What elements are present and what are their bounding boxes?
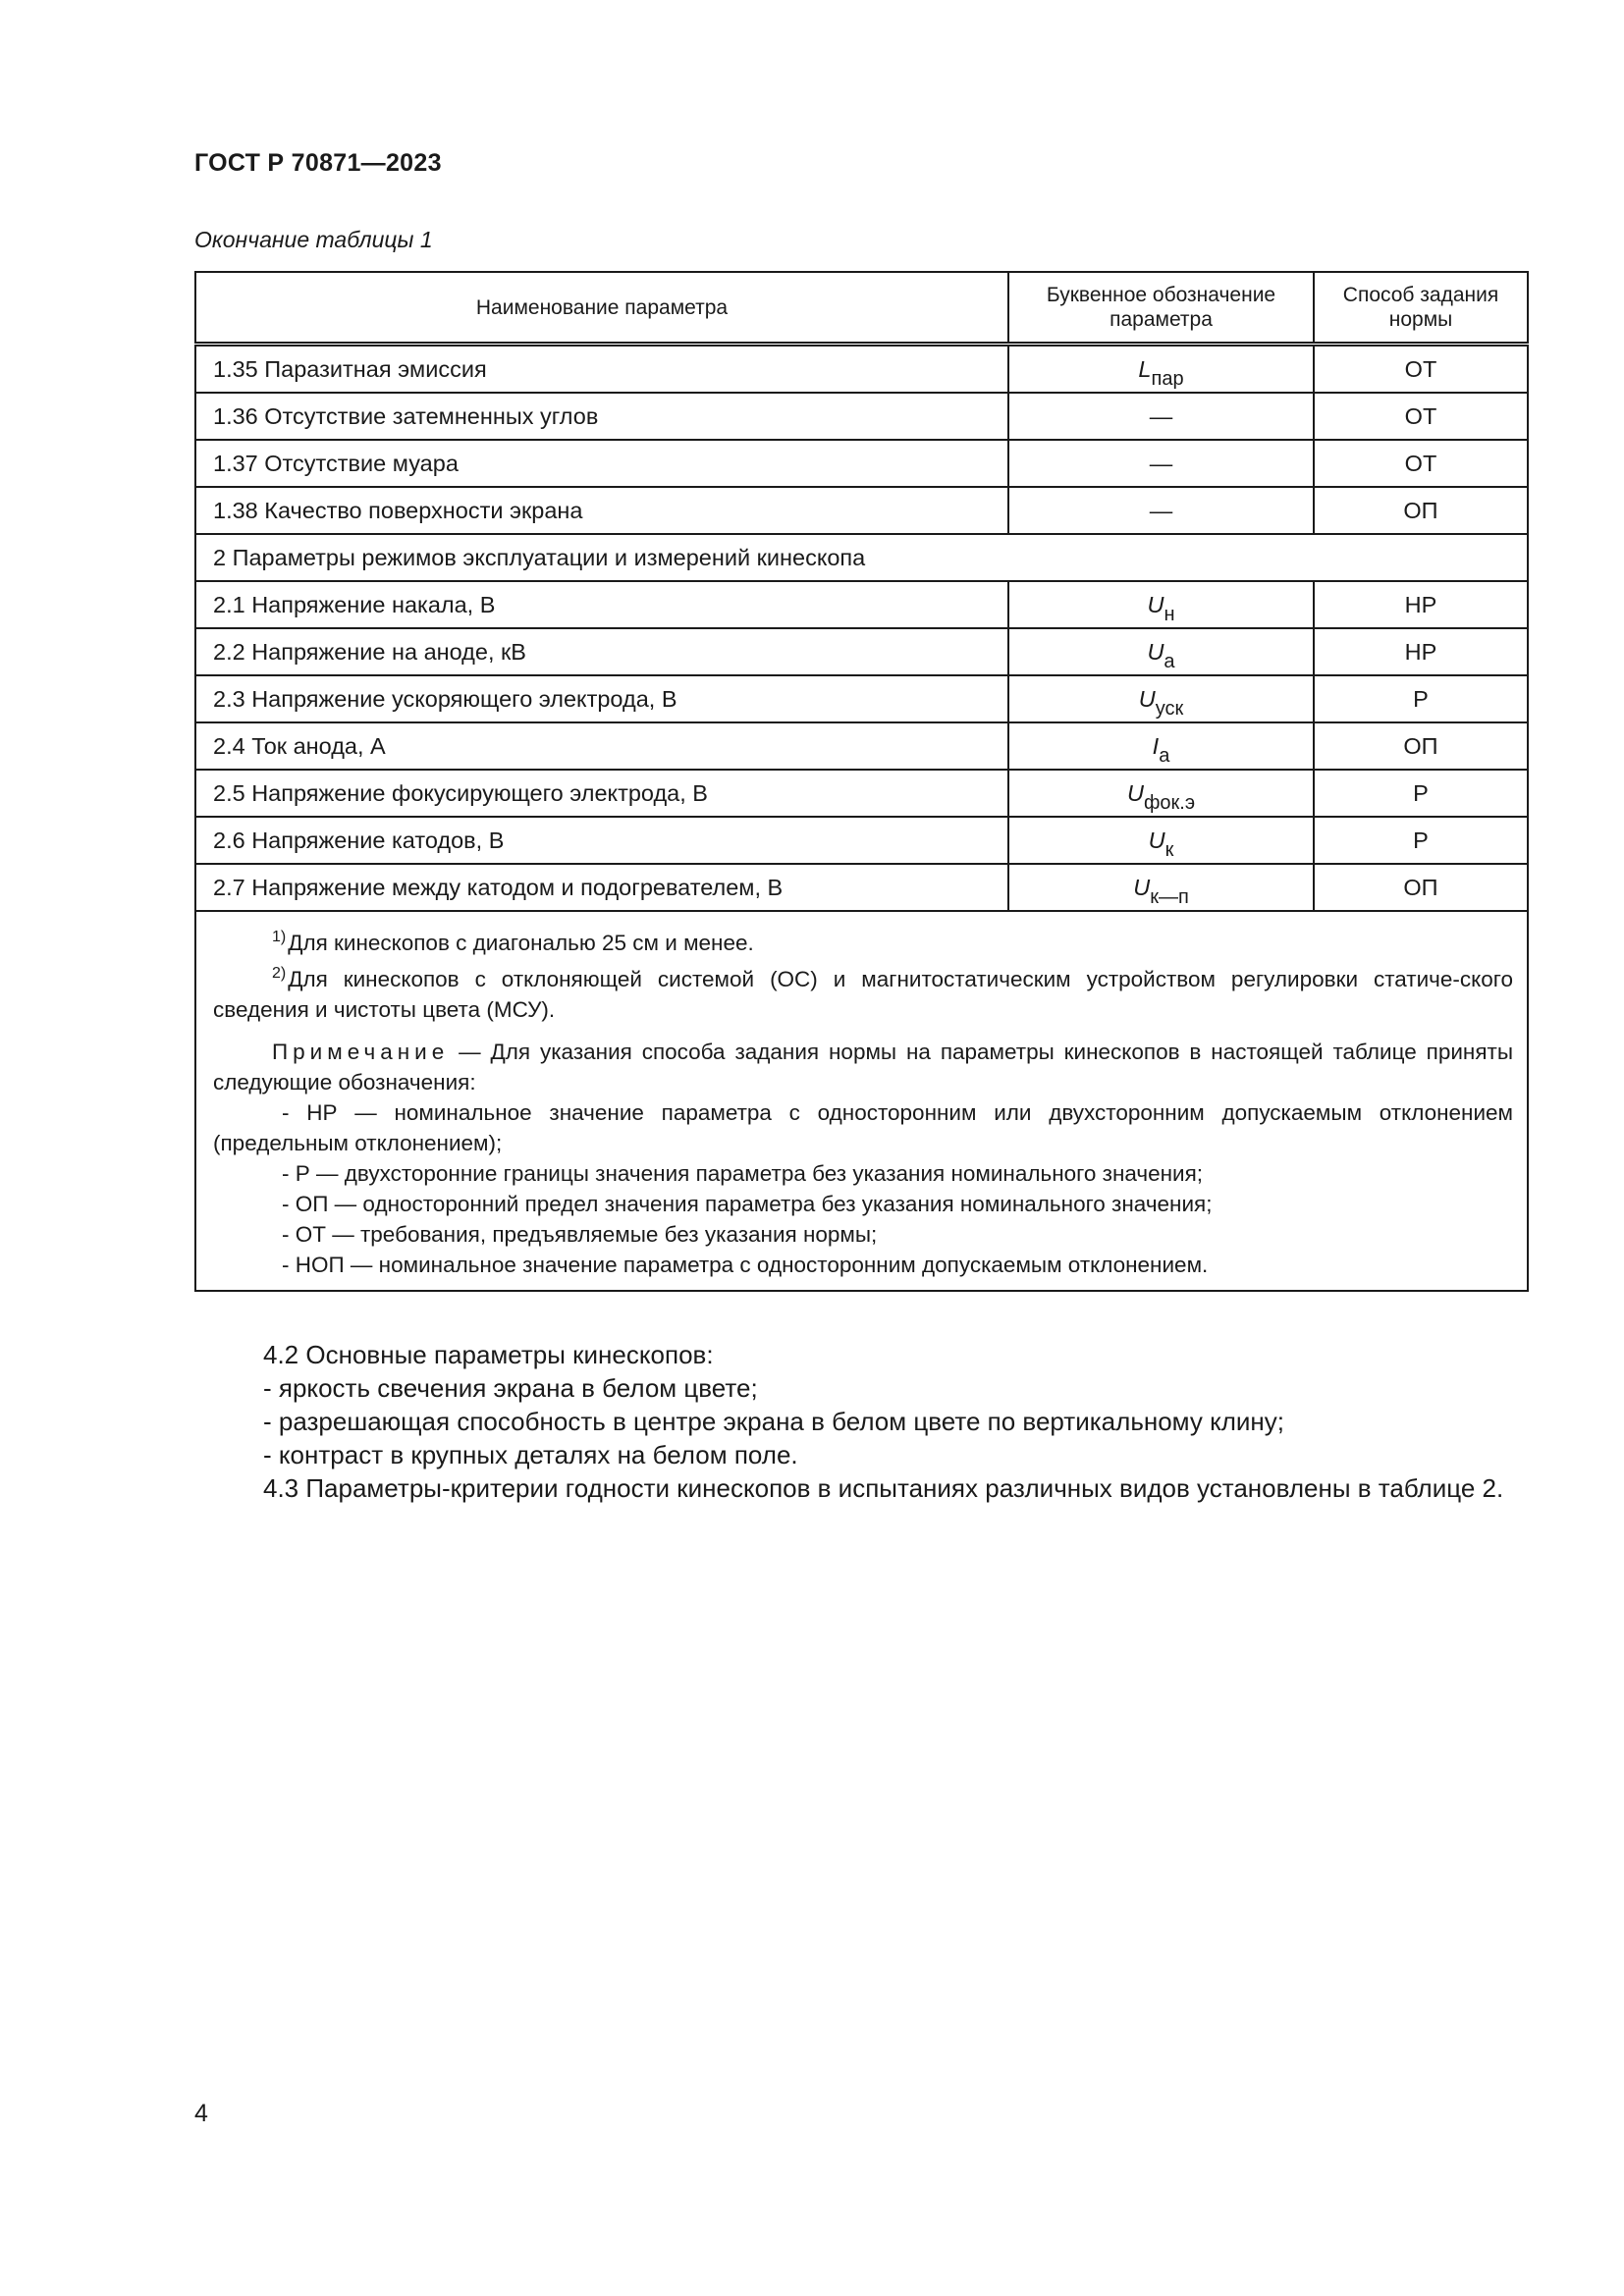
header-symbol-line1: Буквенное обозначение bbox=[1046, 284, 1276, 306]
notes-row bbox=[195, 911, 1528, 1291]
row-name: 2.5 Напряжение фокусирующего электрода, В bbox=[195, 770, 1008, 817]
row-name: 1.37 Отсутствие муара bbox=[195, 440, 1008, 487]
table-row bbox=[195, 487, 1528, 534]
header-parameter-name: Наименование параметра bbox=[195, 272, 1008, 345]
row-mode: НР bbox=[1314, 581, 1528, 628]
section-row bbox=[195, 534, 1528, 581]
row-symbol: Uфок.э bbox=[1008, 770, 1314, 817]
list-item: - разрешающая способность в центре экрана в белом цвете по вертикальному клину; bbox=[263, 1407, 1285, 1436]
table-notes bbox=[195, 911, 1528, 1291]
header-mode-line1: Способ задания bbox=[1342, 284, 1499, 306]
row-symbol: Uа bbox=[1008, 628, 1314, 675]
document-code: ГОСТ Р 70871—2023 bbox=[194, 149, 442, 177]
row-mode: Р bbox=[1314, 770, 1528, 817]
table-row bbox=[195, 722, 1528, 770]
row-symbol: — bbox=[1008, 440, 1314, 487]
row-mode: ОП bbox=[1314, 722, 1528, 770]
table-row bbox=[195, 675, 1528, 722]
note-item: - ОП — односторонний предел значения параметра без указания номинального значения; bbox=[282, 1192, 1213, 1216]
table-row bbox=[195, 345, 1528, 394]
table-header-row bbox=[195, 272, 1528, 345]
table-row bbox=[195, 581, 1528, 628]
row-name: 2.7 Напряжение между катодом и подогревателем, В bbox=[195, 864, 1008, 911]
table-row bbox=[195, 628, 1528, 675]
row-mode: ОП bbox=[1314, 864, 1528, 911]
table-row bbox=[195, 440, 1528, 487]
row-mode: ОТ bbox=[1314, 440, 1528, 487]
row-mode: Р bbox=[1314, 675, 1528, 722]
row-mode: ОП bbox=[1314, 487, 1528, 534]
footnote-mark: 2) bbox=[272, 965, 287, 982]
table-row bbox=[195, 817, 1528, 864]
note-label: Примечание bbox=[272, 1040, 450, 1064]
row-symbol: — bbox=[1008, 487, 1314, 534]
list-item: - яркость свечения экрана в белом цвете; bbox=[263, 1373, 758, 1403]
footnote-mark: 1) bbox=[272, 929, 287, 945]
row-symbol: Uк—п bbox=[1008, 864, 1314, 911]
row-symbol: — bbox=[1008, 393, 1314, 440]
row-name: 2.3 Напряжение ускоряющего электрода, В bbox=[195, 675, 1008, 722]
row-name: 1.35 Паразитная эмиссия bbox=[195, 345, 1008, 394]
row-mode: Р bbox=[1314, 817, 1528, 864]
note-item: - НР — номинальное значение параметра с односторонним или двухсторонним допускаемым отклонением (предельным отклонением); bbox=[213, 1100, 1513, 1155]
header-symbol bbox=[1008, 272, 1314, 345]
note-block bbox=[213, 1037, 1513, 1280]
note-intro: Примечание — Для указания способа задания нормы на параметры кинескопов в настоящей таблице приняты следующие обозначения: bbox=[213, 1040, 1513, 1095]
table-row bbox=[195, 864, 1528, 911]
footnote-1: $^{1)}$Для кинескопов с диагональю 25 см и менее. bbox=[272, 929, 754, 955]
table-row bbox=[195, 770, 1528, 817]
paragraph-4-2: 4.2 Основные параметры кинескопов: bbox=[263, 1340, 714, 1369]
table-row bbox=[195, 393, 1528, 440]
row-name: 2.4 Ток анода, А bbox=[195, 722, 1008, 770]
section-2-title: 2 Параметры режимов эксплуатации и измерений кинескопа bbox=[195, 534, 1528, 581]
paragraph-4-3: 4.3 Параметры-критерии годности кинескопов в испытаниях различных видов установлены в таблице 2. bbox=[263, 1473, 1504, 1503]
header-symbol-line2: параметра bbox=[1110, 308, 1213, 331]
body-text bbox=[194, 1338, 1527, 1505]
row-symbol: Uн bbox=[1008, 581, 1314, 628]
row-name: 1.38 Качество поверхности экрана bbox=[195, 487, 1008, 534]
note-item: - НОП — номинальное значение параметра с односторонним допускаемым отклонением. bbox=[282, 1253, 1209, 1277]
row-symbol: Lпар bbox=[1008, 345, 1314, 394]
row-name: 2.6 Напряжение катодов, В bbox=[195, 817, 1008, 864]
header-mode-line2: нормы bbox=[1388, 308, 1453, 331]
row-symbol: Uуск bbox=[1008, 675, 1314, 722]
row-symbol: Iа bbox=[1008, 722, 1314, 770]
row-name: 1.36 Отсутствие затемненных углов bbox=[195, 393, 1008, 440]
row-mode: НР bbox=[1314, 628, 1528, 675]
note-item: - ОТ — требования, предъявляемые без указания нормы; bbox=[282, 1222, 878, 1247]
row-mode: ОТ bbox=[1314, 345, 1528, 394]
list-item: - контраст в крупных деталях на белом поле. bbox=[263, 1440, 798, 1469]
row-name: 2.1 Напряжение накала, В bbox=[195, 581, 1008, 628]
page-number: 4 bbox=[194, 2100, 208, 2127]
row-name: 2.2 Напряжение на аноде, кВ bbox=[195, 628, 1008, 675]
header-norm-mode bbox=[1314, 272, 1528, 345]
note-item: - Р — двухсторонние границы значения параметра без указания номинального значения; bbox=[282, 1161, 1204, 1186]
table-caption: Окончание таблицы 1 bbox=[194, 227, 433, 252]
footnote-2: $^{2)}$Для кинескопов с отклоняющей системой (ОС) и магнитостатическим устройством регулировки статиче-ского сведения и чистоты цвета (МСУ). bbox=[213, 965, 1513, 1022]
row-mode: ОТ bbox=[1314, 393, 1528, 440]
parameters-table bbox=[194, 271, 1529, 1292]
row-symbol: Uк bbox=[1008, 817, 1314, 864]
